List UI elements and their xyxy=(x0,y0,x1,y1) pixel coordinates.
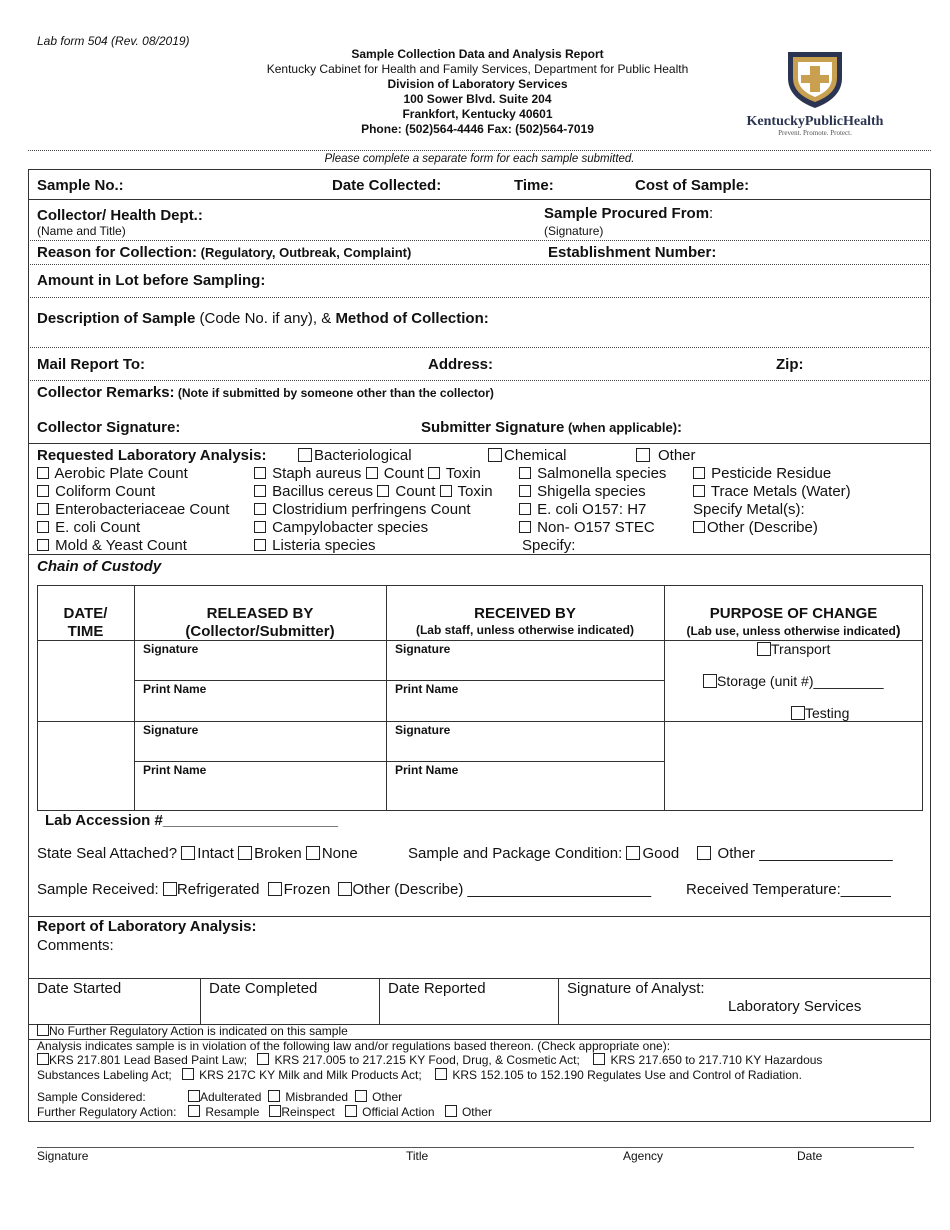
clostridium-text: Clostridium perfringens Count xyxy=(272,501,471,518)
staph-text: Staph aureus xyxy=(272,465,362,482)
report-title: Report of Laboratory Analysis: xyxy=(37,918,257,935)
checkbox[interactable] xyxy=(445,1105,457,1117)
received-sub: (Lab staff, unless otherwise indicated) xyxy=(415,623,635,637)
bacillus-text: Bacillus cereus xyxy=(272,483,374,500)
checkbox[interactable] xyxy=(693,521,705,533)
further-label: Further Regulatory Action: xyxy=(37,1105,177,1119)
received-signature-label-2: Signature xyxy=(395,723,451,737)
salmonella-option[interactable] xyxy=(519,465,666,482)
krs-005-text: KRS 217.005 to 217.215 KY Food, Drug, & Cosmetic Act; xyxy=(274,1053,580,1067)
received-print-label-2: Print Name xyxy=(395,763,459,777)
checkbox[interactable] xyxy=(519,521,531,533)
aerobic-text: Aerobic Plate Count xyxy=(54,465,188,482)
procured-sub: (Signature) xyxy=(544,224,604,238)
time-label: Time: xyxy=(514,177,554,194)
checkbox[interactable] xyxy=(269,1105,281,1117)
divider xyxy=(28,199,931,200)
checkbox[interactable] xyxy=(693,485,705,497)
released-signature-label-2: Signature xyxy=(143,723,199,737)
reinspect-text: Reinspect xyxy=(281,1105,335,1119)
released-sub: (Collector/Submitter) xyxy=(185,623,335,640)
footer-date: Date xyxy=(797,1149,823,1163)
considered-other-text: Other xyxy=(372,1090,403,1104)
procured-text: Sample Procured From xyxy=(544,205,710,222)
checkbox[interactable] xyxy=(254,503,266,515)
establishment-label: Establishment Number: xyxy=(548,244,717,261)
seal-label: State Seal Attached? xyxy=(37,845,178,862)
reason-label xyxy=(37,244,411,261)
checkbox[interactable] xyxy=(298,448,312,462)
non-o157-option[interactable] xyxy=(519,519,655,536)
ecoli-count-option[interactable] xyxy=(37,519,140,536)
official-action-text: Official Action xyxy=(362,1105,435,1119)
resample-text: Resample xyxy=(205,1105,260,1119)
form-id: Lab form 504 (Rev. 08/2019) xyxy=(37,34,190,48)
checkbox[interactable] xyxy=(254,467,266,479)
divider xyxy=(28,150,931,151)
divider xyxy=(28,916,931,917)
specify-label: Specify: xyxy=(522,537,576,554)
clostridium-option[interactable] xyxy=(254,501,471,518)
misbranded-text: Misbranded xyxy=(285,1090,349,1104)
checkbox[interactable] xyxy=(626,846,640,860)
storage-text: Storage (unit #)_________ xyxy=(717,673,884,689)
submitter-text: Submitter Signature xyxy=(421,419,565,436)
divider xyxy=(37,721,923,722)
desc-text-b: (Code No. if any), & xyxy=(195,310,336,327)
date-time-header xyxy=(37,605,134,641)
checkbox[interactable] xyxy=(37,485,49,497)
bacteriological-option[interactable] xyxy=(298,447,412,464)
received-label: Sample Received: xyxy=(37,881,159,898)
testing-option[interactable] xyxy=(791,705,849,721)
mold-option[interactable] xyxy=(37,537,187,554)
storage-option[interactable] xyxy=(703,673,884,689)
date-reported-label: Date Reported xyxy=(388,980,486,997)
division-name: Division of Laboratory Services xyxy=(387,77,568,91)
checkbox[interactable] xyxy=(757,642,771,656)
trace-metals-option[interactable] xyxy=(693,483,851,500)
divider xyxy=(28,264,931,265)
ecoli-o157-text: E. coli O157: H7 xyxy=(537,501,647,518)
transport-text: Transport xyxy=(771,641,831,657)
checkbox[interactable] xyxy=(377,485,389,497)
aerobic-option[interactable] xyxy=(37,465,188,482)
collector-sub: (Name and Title) xyxy=(37,224,126,238)
non-o157-text: Non- O157 STEC xyxy=(537,519,655,536)
condition-label: Sample and Package Condition: xyxy=(408,845,623,862)
frozen-text: Frozen xyxy=(283,881,331,898)
remarks-label xyxy=(37,384,494,401)
divider xyxy=(134,761,664,762)
checkbox[interactable] xyxy=(257,1053,269,1065)
shield-icon xyxy=(730,48,900,110)
street-address: 100 Sower Blvd. Suite 204 xyxy=(403,92,552,106)
sample-no-label: Sample No.: xyxy=(37,177,124,194)
purpose-sub xyxy=(664,622,923,640)
checkbox[interactable] xyxy=(519,467,531,479)
checkbox[interactable] xyxy=(338,882,352,896)
krs-row-2 xyxy=(37,1068,802,1082)
received-row xyxy=(37,881,651,898)
other-describe-option[interactable] xyxy=(693,519,818,536)
agency-line: Kentucky Cabinet for Health and Family Services, Department for Public Health xyxy=(266,62,689,76)
desc-text-a: Description of Sample xyxy=(37,310,196,327)
checkbox[interactable] xyxy=(355,1090,367,1102)
entero-option[interactable] xyxy=(37,501,229,518)
chemical-option[interactable] xyxy=(488,447,567,464)
mold-text: Mold & Yeast Count xyxy=(55,537,187,554)
checkbox[interactable] xyxy=(519,485,531,497)
checkbox[interactable] xyxy=(238,846,252,860)
footer-signature: Signature xyxy=(37,1149,89,1163)
reason-text: Reason for Collection: xyxy=(37,244,198,261)
count-text: Count xyxy=(395,483,436,500)
custody-title: Chain of Custody xyxy=(37,558,162,575)
checkbox[interactable] xyxy=(188,1105,200,1117)
no-action-option[interactable] xyxy=(37,1024,348,1038)
considered-options xyxy=(188,1090,402,1104)
divider xyxy=(200,978,201,1024)
instruction: Please complete a separate form for each sample submitted. xyxy=(324,153,635,165)
checkbox[interactable] xyxy=(37,1024,49,1036)
entero-text: Enterobacteriaceae Count xyxy=(55,501,230,518)
checkbox[interactable] xyxy=(435,1068,447,1080)
other-type-option[interactable] xyxy=(636,447,696,464)
refrigerated-text: Refrigerated xyxy=(176,881,260,898)
further-options xyxy=(188,1105,492,1119)
collector-sig-label: Collector Signature: xyxy=(37,419,181,436)
checkbox[interactable] xyxy=(188,1090,200,1102)
signature-line xyxy=(37,1147,914,1148)
checkbox[interactable] xyxy=(37,539,49,551)
checkbox[interactable] xyxy=(268,1090,280,1102)
checkbox[interactable] xyxy=(703,674,717,688)
krs-row-1 xyxy=(37,1053,822,1067)
divider xyxy=(28,554,931,555)
analysis-label: Requested Laboratory Analysis: xyxy=(37,447,267,464)
intact-text: Intact xyxy=(197,845,234,862)
checkbox[interactable] xyxy=(254,539,266,551)
checkbox[interactable] xyxy=(37,521,49,533)
checkbox[interactable] xyxy=(488,448,502,462)
released-print-label: Print Name xyxy=(143,682,207,696)
zip-label: Zip: xyxy=(776,356,804,373)
checkbox[interactable] xyxy=(182,1068,194,1080)
coliform-text: Coliform Count xyxy=(55,483,156,500)
checkbox[interactable] xyxy=(268,882,282,896)
staph-option[interactable] xyxy=(254,465,481,482)
divider xyxy=(28,297,931,298)
divider xyxy=(28,443,931,444)
campylobacter-option[interactable] xyxy=(254,519,428,536)
purpose-sub-text: (Lab use, unless otherwise indicated xyxy=(686,624,896,638)
count-text: Count xyxy=(383,465,424,482)
listeria-text: Listeria species xyxy=(272,537,376,554)
specify-metals-label: Specify Metal(s): xyxy=(693,501,805,518)
date-collected-label: Date Collected: xyxy=(332,177,442,194)
broken-text: Broken xyxy=(254,845,302,862)
considered-label: Sample Considered: xyxy=(37,1090,146,1104)
salmonella-text: Salmonella species xyxy=(537,465,667,482)
bacteriological-text: Bacteriological xyxy=(314,447,412,464)
chemical-text: Chemical xyxy=(504,447,567,464)
logo-tagline: Prevent. Promote. Protect. xyxy=(778,129,852,137)
submitter-sig-label xyxy=(421,419,682,436)
ecoli-count-text: E. coli Count xyxy=(55,519,141,536)
checkbox[interactable] xyxy=(593,1053,605,1065)
further-other-text: Other xyxy=(461,1105,492,1119)
released-signature-label: Signature xyxy=(143,642,199,656)
checkbox[interactable] xyxy=(306,846,320,860)
released-text: RELEASED BY xyxy=(206,605,314,622)
date-started-label: Date Started xyxy=(37,980,122,997)
checkbox[interactable] xyxy=(366,467,378,479)
checkbox[interactable] xyxy=(37,467,49,479)
toxin-text: Toxin xyxy=(457,483,493,500)
checkbox[interactable] xyxy=(519,503,531,515)
kph-logo xyxy=(730,48,900,137)
divider xyxy=(28,978,931,979)
coliform-option[interactable] xyxy=(37,483,155,500)
purpose-header xyxy=(664,605,923,640)
shigella-option[interactable] xyxy=(519,483,646,500)
time-header-text: TIME xyxy=(67,623,104,640)
checkbox[interactable] xyxy=(697,846,711,860)
received-text: RECEIVED BY xyxy=(474,605,576,622)
received-other-text: Other (Describe) ______________________ xyxy=(352,881,652,898)
ecoli-o157-option[interactable] xyxy=(519,501,646,518)
purpose-text: PURPOSE OF CHANGE xyxy=(709,605,878,622)
adulterated-text: Adulterated xyxy=(200,1090,262,1104)
none-text: None xyxy=(321,845,358,862)
krs-650-text: KRS 217.650 to 217.710 KY Hazardous xyxy=(610,1053,823,1067)
other-describe-text: Other (Describe) xyxy=(707,519,818,536)
collector-label: Collector/ Health Dept.: xyxy=(37,207,203,224)
submitter-colon: : xyxy=(677,419,683,436)
temp-label: Received Temperature:______ xyxy=(686,881,891,898)
pesticide-text: Pesticide Residue xyxy=(711,465,832,482)
pesticide-option[interactable] xyxy=(693,465,831,482)
divider xyxy=(28,347,931,348)
remarks-sub: (Note if submitted by someone other than the collector) xyxy=(174,386,494,400)
good-text: Good xyxy=(642,845,680,862)
desc-text-c: Method of Collection: xyxy=(335,310,489,327)
krs-152-text: KRS 152.105 to 152.190 Regulates Use and Control of Radiation. xyxy=(452,1068,802,1082)
krs-801-text: KRS 217.801 Lead Based Paint Law; xyxy=(49,1053,248,1067)
transport-option[interactable] xyxy=(757,641,830,657)
description-label xyxy=(37,310,489,327)
comments-label: Comments: xyxy=(37,937,114,954)
cost-label: Cost of Sample: xyxy=(635,177,750,194)
date-completed-label: Date Completed xyxy=(209,980,318,997)
checkbox[interactable] xyxy=(37,1053,49,1065)
bacillus-option[interactable] xyxy=(254,483,493,500)
amount-label: Amount in Lot before Sampling: xyxy=(37,272,266,289)
phone-fax: Phone: (502)564-4446 Fax: (502)564-7019 xyxy=(361,122,594,136)
divider xyxy=(28,240,931,241)
logo-text: KentuckyPublicHealth xyxy=(746,114,884,129)
checkbox[interactable] xyxy=(440,485,452,497)
received-print-label: Print Name xyxy=(395,682,459,696)
trace-metals-text: Trace Metals (Water) xyxy=(710,483,851,500)
form-title: Sample Collection Data and Analysis Report xyxy=(351,47,604,61)
checkbox[interactable] xyxy=(345,1105,357,1117)
seal-row xyxy=(37,845,358,862)
campylobacter-text: Campylobacter species xyxy=(272,519,429,536)
shigella-text: Shigella species xyxy=(537,483,646,500)
released-print-label-2: Print Name xyxy=(143,763,207,777)
checkbox[interactable] xyxy=(636,448,650,462)
substances-text: Substances Labeling Act; xyxy=(37,1068,172,1082)
purpose-paren: ) xyxy=(895,622,901,638)
divider xyxy=(558,978,559,1024)
released-header xyxy=(134,605,386,641)
procured-label xyxy=(544,205,713,222)
submitter-sub: (when applicable) xyxy=(564,420,678,435)
analyst-label: Signature of Analyst: xyxy=(567,980,705,997)
received-signature-label: Signature xyxy=(395,642,451,656)
condition-other-text: Other ________________ xyxy=(717,845,893,862)
header-block xyxy=(200,47,755,137)
no-action-text: No Further Regulatory Action is indicated on this sample xyxy=(49,1024,348,1038)
remarks-text: Collector Remarks: xyxy=(37,384,175,401)
reason-sub: (Regulatory, Outbreak, Complaint) xyxy=(197,245,412,260)
divider xyxy=(134,680,664,681)
checkbox[interactable] xyxy=(254,485,266,497)
checkbox[interactable] xyxy=(37,503,49,515)
received-header xyxy=(386,605,664,639)
checkbox[interactable] xyxy=(254,521,266,533)
listeria-option[interactable] xyxy=(254,537,376,554)
condition-row xyxy=(408,845,893,862)
checkbox[interactable] xyxy=(791,706,805,720)
footer-title: Title xyxy=(406,1149,429,1163)
divider xyxy=(379,978,380,1024)
checkbox[interactable] xyxy=(428,467,440,479)
date-header-text: DATE/ xyxy=(63,605,108,622)
testing-text: Testing xyxy=(805,705,850,721)
checkbox[interactable] xyxy=(693,467,705,479)
footer-agency: Agency xyxy=(623,1149,664,1163)
checkbox[interactable] xyxy=(181,846,195,860)
city-address: Frankfort, Kentucky 40601 xyxy=(402,107,553,121)
other-type-text: Other xyxy=(658,447,696,464)
toxin-text: Toxin xyxy=(445,465,481,482)
krs-217c-text: KRS 217C KY Milk and Milk Products Act; xyxy=(199,1068,422,1082)
checkbox[interactable] xyxy=(163,882,177,896)
procured-colon: : xyxy=(709,205,714,222)
violation-text: Analysis indicates sample is in violation of the following law and/or regulations based thereon. (Check appropriate one): xyxy=(37,1039,671,1053)
address-label: Address: xyxy=(428,356,494,373)
accession-label: Lab Accession #_____________________ xyxy=(45,812,339,829)
divider xyxy=(28,380,931,381)
lab-services-label: Laboratory Services xyxy=(728,998,862,1015)
mail-label: Mail Report To: xyxy=(37,356,146,373)
